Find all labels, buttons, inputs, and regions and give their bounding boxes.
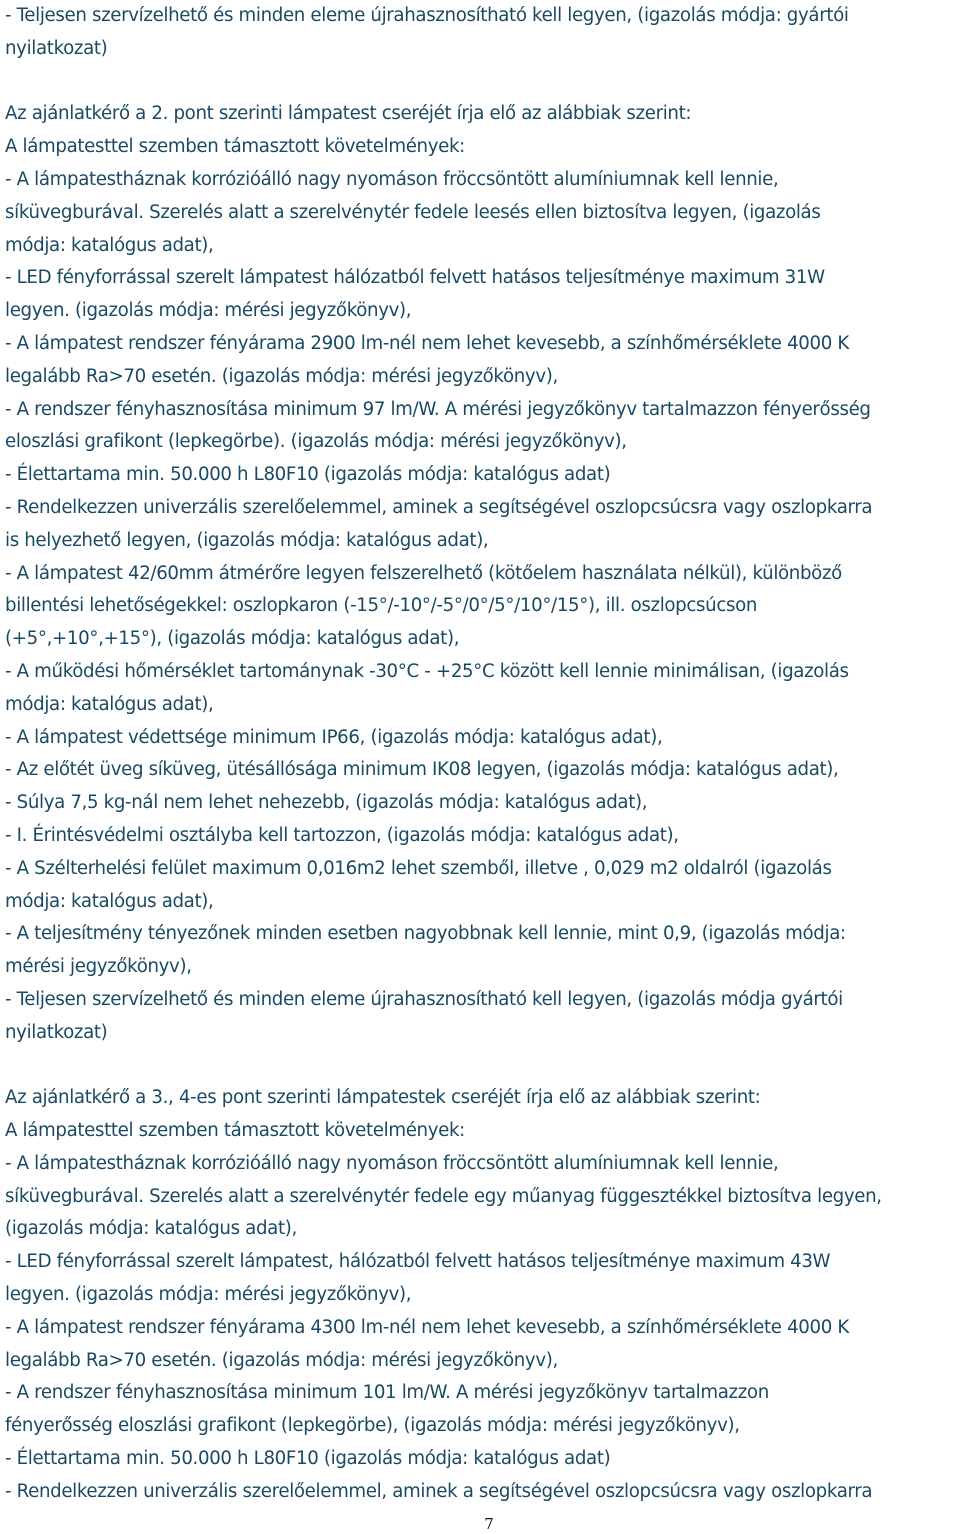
section-heading: Az ajánlatkérő a 2. pont szerinti lámpatest cseréjét írja elő az alábbiak szerint: [5, 103, 692, 125]
text-line: - Az előtét üveg síküveg, ütésállósága minimum IK08 legyen, (igazolás módja: katalógus adat), [5, 759, 839, 781]
text-line: eloszlási grafikont (lepkegörbe). (igazolás módja: mérési jegyzőkönyv), [5, 431, 627, 453]
text-line: - A lámpatest védettsége minimum IP66, (igazolás módja: katalógus adat), [5, 726, 663, 748]
text-line: is helyezhető legyen, (igazolás módja: katalógus adat), [5, 529, 489, 551]
text-line: - LED fényforrással szerelt lámpatest, hálózatból felvett hatásos teljesítménye maximum 43W [5, 1251, 831, 1273]
text-line: - A rendszer fényhasznosítása minimum 97 lm/W. A mérési jegyzőkönyv tartalmazzon fényerősség [5, 398, 871, 420]
blank-line [5, 66, 960, 99]
text-line: - I. Érintésvédelmi osztályba kell tartozzon, (igazolás módja: katalógus adat), [5, 824, 679, 846]
text-line: legyen. (igazolás módja: mérési jegyzőkönyv), [5, 300, 412, 322]
text-line: legalább Ra>70 esetén. (igazolás módja: mérési jegyzőkönyv), [5, 1349, 558, 1371]
text-line: (igazolás módja: katalógus adat), [5, 1218, 297, 1240]
text-line: - Teljesen szervízelhető és minden eleme újrahasznosítható kell legyen, (igazolás módja gyártói [5, 988, 843, 1010]
text-line: - A Szélterhelési felület maximum 0,016m2 lehet szemből, illetve , 0,029 m2 oldalról (igazolás [5, 857, 832, 879]
text-line: - A lámpatest rendszer fényárama 4300 lm-nél nem lehet kevesebb, a színhőmérséklete 4000 K [5, 1316, 849, 1338]
text-line: - A lámpatest rendszer fényárama 2900 lm-nél nem lehet kevesebb, a színhőmérséklete 4000 K [5, 332, 849, 354]
text-line: fényerősség eloszlási grafikont (lepkegörbe), (igazolás módja: mérési jegyzőkönyv), [5, 1415, 740, 1437]
text-line: - A lámpatestháznak korrózióálló nagy nyomáson fröccsöntött alumíniumnak kell lennie, [5, 168, 779, 190]
text-line: - Súlya 7,5 kg-nál nem lehet nehezebb, (igazolás módja: katalógus adat), [5, 792, 648, 814]
document-body [5, 0, 960, 1509]
text-line: síküvegburával. Szerelés alatt a szerelvénytér fedele egy műanyag függesztékkel biztosítva legyen, [5, 1185, 882, 1207]
text-line: - A lámpatest 42/60mm átmérőre legyen felszerelhető (kötőelem használata nélkül), különböző [5, 562, 842, 584]
text-line: síküvegburával. Szerelés alatt a szerelvénytér fedele leesés ellen biztosítva legyen, (igazolás [5, 201, 821, 223]
text-line: - Rendelkezzen univerzális szerelőelemmel, aminek a segítségével oszlopcsúcsra vagy oszlopkarra [5, 1480, 873, 1502]
text-line: - Élettartama min. 50.000 h L80F10 (igazolás módja: katalógus adat) [5, 464, 611, 486]
text-line: mérési jegyzőkönyv), [5, 956, 192, 978]
text-line: A lámpatesttel szemben támasztott követelmények: [5, 1120, 465, 1142]
text-line: legyen. (igazolás módja: mérési jegyzőkönyv), [5, 1284, 412, 1306]
text-line: billentési lehetőségekkel: oszlopkaron (-15°/-10°/-5°/0°/5°/10°/15°), ill. oszlopcsúcson [5, 595, 758, 617]
text-line: - A rendszer fényhasznosítása minimum 101 lm/W. A mérési jegyzőkönyv tartalmazzon [5, 1382, 769, 1404]
text-line: - Élettartama min. 50.000 h L80F10 (igazolás módja: katalógus adat) [5, 1448, 611, 1470]
text-line: nyilatkozat) [5, 1021, 108, 1043]
text-line: A lámpatesttel szemben támasztott követelmények: [5, 136, 465, 158]
text-line: módja: katalógus adat), [5, 693, 214, 715]
blank-line [5, 1050, 960, 1083]
text-line: nyilatkozat) [5, 37, 108, 59]
page-number: 7 [484, 1515, 494, 1533]
text-line: - Teljesen szervízelhető és minden eleme újrahasznosítható kell legyen, (igazolás módja: gyártói [5, 5, 849, 26]
text-line: - A működési hőmérséklet tartománynak -30°C - +25°C között kell lennie minimálisan, (igazolás [5, 660, 849, 682]
text-line: - LED fényforrással szerelt lámpatest hálózatból felvett hatásos teljesítménye maximum 31W [5, 267, 825, 289]
text-line: (+5°,+10°,+15°), (igazolás módja: katalógus adat), [5, 628, 460, 650]
text-line: - A teljesítmény tényezőnek minden esetben nagyobbnak kell lennie, mint 0,9, (igazolás módja: [5, 923, 846, 945]
text-line: legalább Ra>70 esetén. (igazolás módja: mérési jegyzőkönyv), [5, 365, 558, 387]
text-line: módja: katalógus adat), [5, 890, 214, 912]
text-line: - Rendelkezzen univerzális szerelőelemmel, aminek a segítségével oszlopcsúcsra vagy oszlopkarra [5, 496, 873, 518]
section-heading: Az ajánlatkérő a 3., 4-es pont szerinti lámpatestek cseréjét írja elő az alábbiak szerint: [5, 1087, 761, 1109]
text-line: - A lámpatestháznak korrózióálló nagy nyomáson fröccsöntött alumíniumnak kell lennie, [5, 1152, 779, 1174]
text-line: módja: katalógus adat), [5, 234, 214, 256]
